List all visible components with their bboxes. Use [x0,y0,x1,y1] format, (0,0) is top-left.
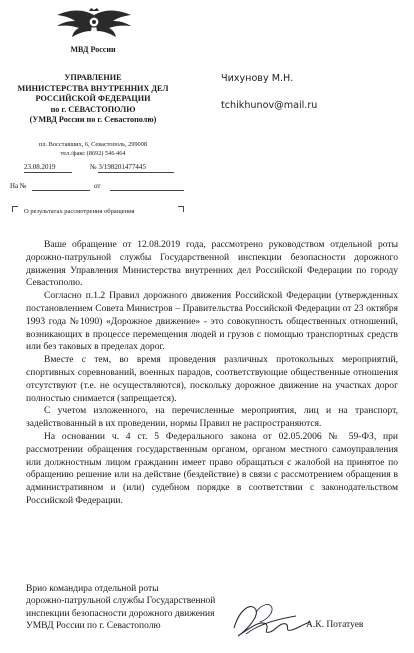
ot-label: от [94,182,101,190]
na-label: На № [10,182,27,190]
letter-body [26,239,398,508]
organization-name [0,73,186,126]
org-line: РОССИЙСКОЙ ФЕДЕРАЦИИ [35,94,151,103]
body-paragraph: Ваше обращение от 12.08.2019 года, рассмотрено руководством отдельной роты дорожно-патрульной службы Государственной инспекции безопасности дорожного движения Управления Министерства внутренних дел Российской Федерации по городу Севастополю. [26,239,398,289]
signatory-name: А.К. Потатуев [306,620,364,630]
recipient-name: Чихунову М.Н. [221,73,294,84]
registration-number: № 3/198201477445 [90,163,146,171]
signatory-title-line: Врио командира отдельной роты [26,584,159,594]
bracket-corner [12,206,18,212]
handwritten-signature-icon [226,598,314,644]
body-paragraph: Вместе с тем, во время проведения различных протокольных мероприятий, спортивных соревнований, военных парадов, соответствующие общественные отношения отсутствуют (т.е. не осуществляются), поскольку дорожное движение на участках дорог полностью снимается (запрещается). [26,354,398,404]
address: пл. Восставших, 6, Севастополь, 299008 [38,141,148,148]
phone: тел./факс (8692) 546 464 [60,150,126,157]
org-line: МИНИСТЕРСТВА ВНУТРЕННИХ ДЕЛ [17,83,169,93]
org-line: по г. СЕВАСТОПОЛЮ [50,104,136,114]
double-headed-eagle-emblem-icon [53,7,135,41]
agency-name: МВД России [70,45,116,54]
org-line: УПРАВЛЕНИЕ [64,73,122,82]
registration-date: 23.08.2019 [24,163,56,171]
org-line: (УМВД России по г. Севастополю) [29,115,157,124]
body-paragraph: На основании ч. 4 ст. 5 Федерального закона от 02.05.2006 № 59-ФЗ, при рассмотрении обращения государственным органом, органом местного самоуправления или должностным лицом гражданин имеет право обращаться с жалобой на принятое по обращению решение или на действие (бездействие) в связи с рассмотрением обращения в административном и (или) судебном порядке в соответствии с законодательством Российской Федерации. [26,430,398,506]
underline [110,190,184,191]
underline [24,172,72,173]
body-paragraph: С учетом изложенного, на перечисленные мероприятия, лиц и на транспорт, задействованный в их проведении, нормы Правил не распространяются. [26,405,398,430]
signatory-title-line: УМВД России по г. Севастополю [26,620,161,631]
address-block [0,140,186,158]
subject-line: О результатах рассмотрения обращения [24,208,135,215]
underline [98,172,174,173]
body-paragraph: Согласно п.1.2 Правил дорожного движения Российской Федерации (утвержденных постановлением Совета Министров – Правительства Российской Федерации от 23 октября 1993 года №1090) «Дорожное движение» - это совокупность общественных отношений, возникающих в процессе перемещения людей и грузов с помощью транспортных средств или без таковых в пределах дорог. [26,290,398,353]
signature-block [26,583,215,632]
signatory-title-line: дорожно-патрульной службы Государственной [26,596,216,607]
signatory-title-line: инспекции безопасности дорожного движения [26,608,215,619]
bracket-corner [178,206,184,212]
underline [32,190,90,191]
recipient-email: tchikhunov@mail.ru [221,100,318,111]
